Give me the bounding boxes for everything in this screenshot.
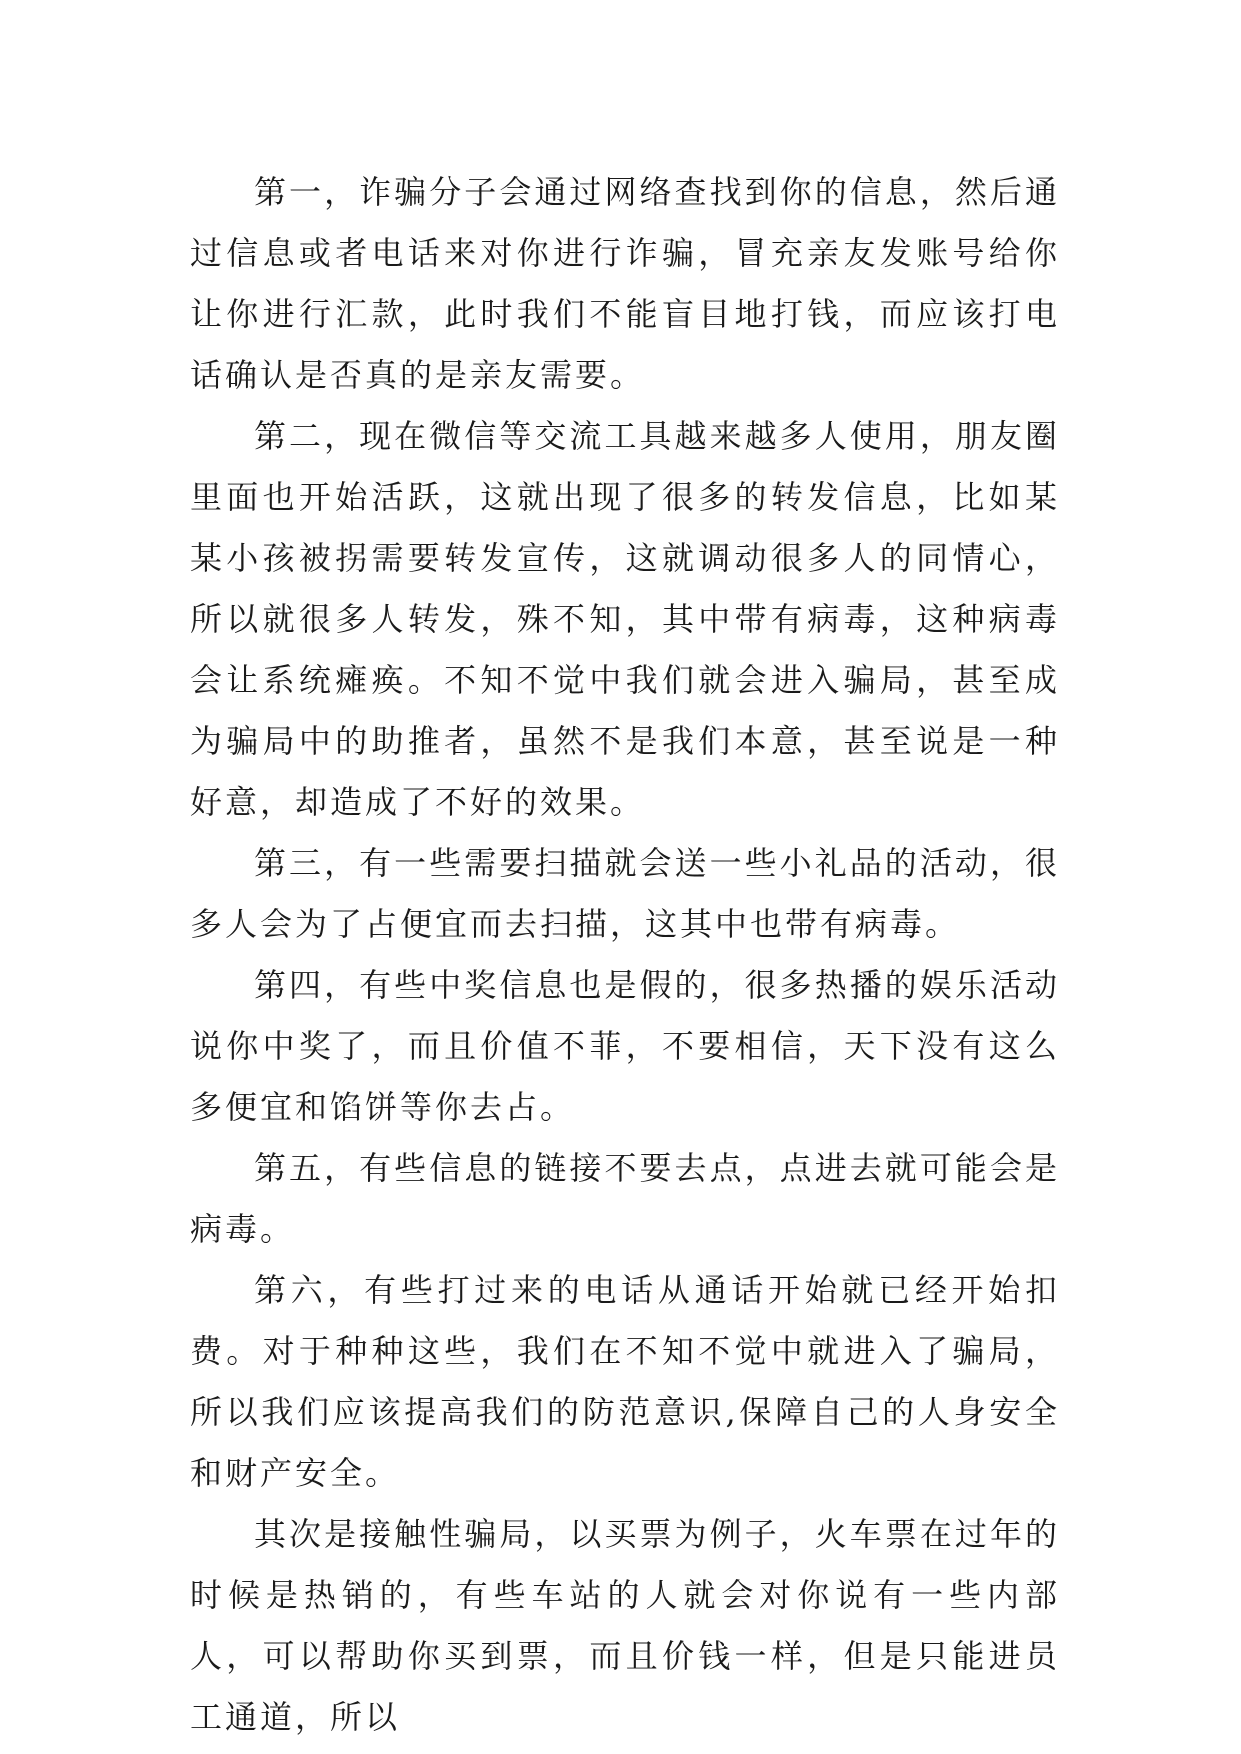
paragraph-5: 第五，有些信息的链接不要去点，点进去就可能会是病毒。 (190, 1149, 1060, 1248)
paragraph-3: 第三，有一些需要扫描就会送一些小礼品的活动，很多人会为了占便宜而去扫描，这其中也带有病毒。 (190, 844, 1060, 943)
paragraph-7: 其次是接触性骗局，以买票为例子，火车票在过年的时候是热销的，有些车站的人就会对你说有一些内部人，可以帮助你买到票，而且价钱一样，但是只能进员工通道，所以 (190, 1515, 1060, 1736)
paragraph-4: 第四，有些中奖信息也是假的，很多热播的娱乐活动说你中奖了，而且价值不菲，不要相信，天下没有这么多便宜和馅饼等你去占。 (190, 966, 1060, 1126)
document-body (190, 162, 1060, 1748)
paragraph-6: 第六，有些打过来的电话从通话开始就已经开始扣费。对于种种这些，我们在不知不觉中就进入了骗局，所以我们应该提高我们的防范意识,保障自己的人身安全和财产安全。 (190, 1271, 1060, 1492)
paragraph-1: 第一，诈骗分子会通过网络查找到你的信息，然后通过信息或者电话来对你进行诈骗，冒充亲友发账号给你让你进行汇款，此时我们不能盲目地打钱，而应该打电话确认是否真的是亲友需要。 (190, 173, 1060, 394)
paragraph-2: 第二，现在微信等交流工具越来越多人使用，朋友圈里面也开始活跃，这就出现了很多的转发信息，比如某某小孩被拐需要转发宣传，这就调动很多人的同情心，所以就很多人转发，殊不知，其中带有病毒，这种病毒会让系统瘫痪。不知不觉中我们就会进入骗局，甚至成为骗局中的助推者，虽然不是我们本意，甚至说是一种好意，却造成了不好的效果。 (190, 417, 1060, 821)
